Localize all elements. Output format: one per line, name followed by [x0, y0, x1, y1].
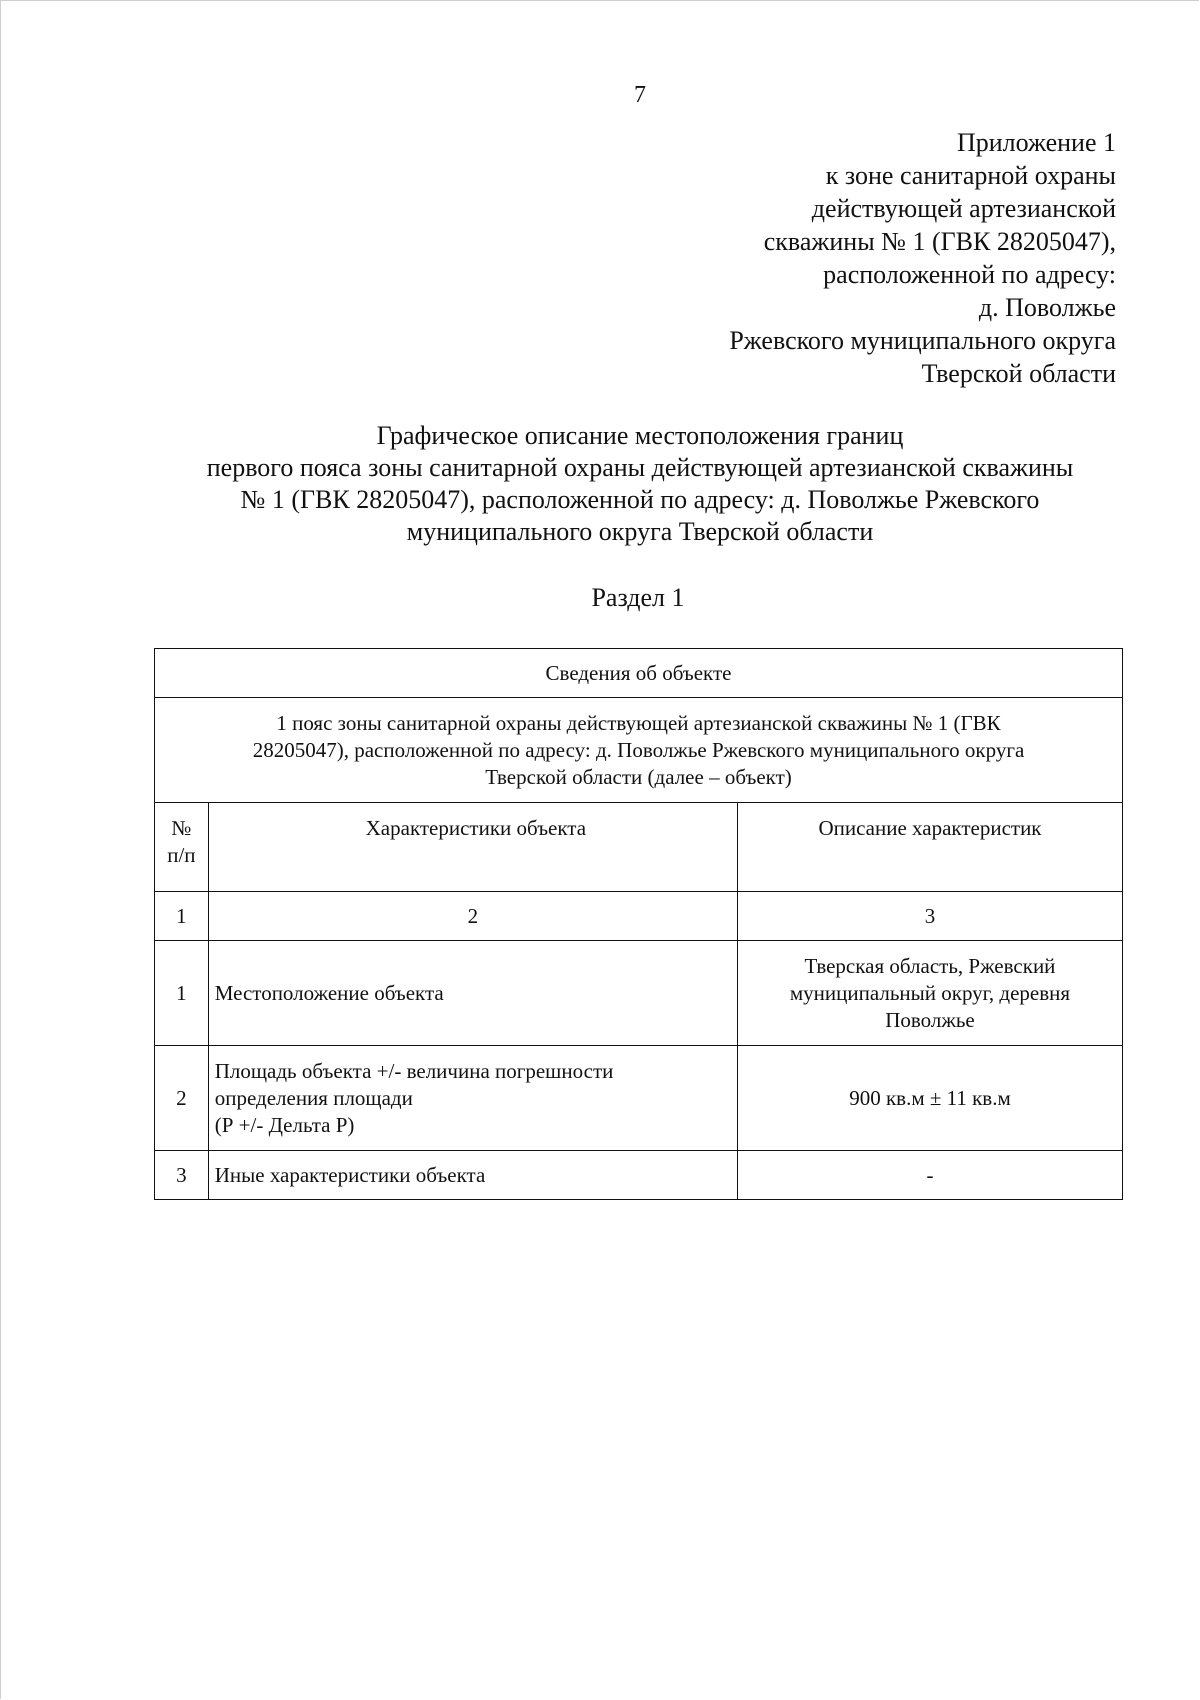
appendix-line: Приложение 1 [956, 128, 1116, 157]
row-number: 3 [155, 1151, 209, 1200]
title-line: № 1 (ГВК 28205047), расположенной по адресу: д. Поволжье Ржевского [240, 485, 1040, 514]
column-header-description: Описание характеристик [737, 803, 1122, 892]
table-row [155, 941, 1123, 1046]
row-description-line: муниципальный округ, деревня [789, 980, 1071, 1005]
appendix-line: к зоне санитарной охраны [825, 161, 1116, 190]
column-numbers-row [155, 892, 1123, 941]
appendix-line: действующей артезианской [811, 194, 1116, 223]
row-characteristic [208, 941, 737, 1046]
column-header-num-line: № [171, 816, 192, 840]
object-name-line: 28205047), расположенной по адресу: д. Поволжье Ржевского муниципального округа [252, 737, 1025, 762]
row-number: 1 [155, 941, 209, 1046]
row-description [737, 1151, 1122, 1200]
column-header-characteristics: Характеристики объекта [208, 803, 737, 892]
row-description-line: Тверская область, Ржевский [804, 953, 1056, 978]
column-header-num [155, 803, 209, 892]
object-name-cell [155, 698, 1123, 803]
object-info-table [154, 648, 1123, 1200]
row-description-line: - [926, 1162, 934, 1187]
page-number: 7 [634, 82, 646, 108]
title-line: муниципального округа Тверской области [406, 517, 874, 546]
object-name-line: Тверской области (далее – объект) [485, 764, 792, 789]
row-characteristic [208, 1046, 737, 1151]
document-title [120, 420, 1160, 548]
table-row [155, 1046, 1123, 1151]
object-name-line: 1 пояс зоны санитарной охраны действующей артезианской скважины № 1 (ГВК [276, 710, 1001, 735]
row-characteristic-line: (Р +/- Дельта Р) [214, 1112, 355, 1137]
title-line: Графическое описание местоположения границ [376, 421, 904, 450]
column-number: 3 [737, 892, 1122, 941]
row-characteristic-line: Иные характеристики объекта [214, 1162, 486, 1187]
column-header-row [155, 803, 1123, 892]
table-header: Сведения об объекте [155, 649, 1123, 698]
row-number: 2 [155, 1046, 209, 1151]
column-number: 1 [155, 892, 209, 941]
row-characteristic-line: Площадь объекта +/- величина погрешности [214, 1058, 614, 1083]
row-description-line: 900 кв.м ± 11 кв.м [849, 1085, 1011, 1110]
row-description-line: Поволжье [885, 1007, 975, 1032]
column-header-num-line: п/п [167, 843, 196, 867]
appendix-line: расположенной по адресу: [823, 260, 1116, 289]
appendix-note [729, 126, 1116, 390]
column-number: 2 [208, 892, 737, 941]
title-line: первого пояса зоны санитарной охраны действующей артезианской скважины [206, 453, 1074, 482]
appendix-line: д. Поволжье [978, 293, 1116, 322]
section-title: Раздел 1 [591, 583, 685, 612]
row-description [737, 1046, 1122, 1151]
appendix-line: скважины № 1 (ГВК 28205047), [763, 227, 1116, 256]
row-characteristic-line: Местоположение объекта [214, 980, 444, 1005]
row-description [737, 941, 1122, 1046]
row-characteristic-line: определения площади [214, 1085, 413, 1110]
table-row [155, 1151, 1123, 1200]
appendix-line: Ржевского муниципального округа [729, 326, 1116, 355]
row-characteristic [208, 1151, 737, 1200]
object-name-row [155, 698, 1123, 803]
appendix-line: Тверской области [921, 359, 1116, 388]
table-header-row [155, 649, 1123, 698]
